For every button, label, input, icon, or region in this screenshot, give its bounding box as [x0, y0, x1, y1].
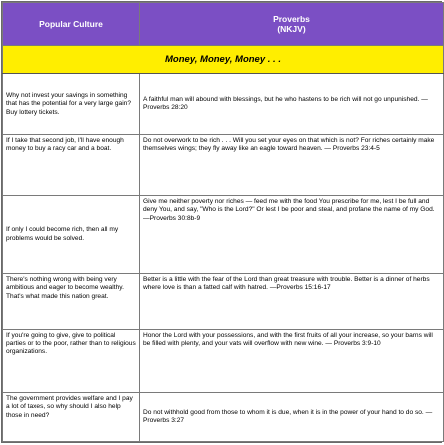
table-row	[3, 392, 444, 441]
culture-cell	[3, 329, 140, 392]
culture-cell	[3, 195, 140, 273]
table-row	[3, 329, 444, 392]
proverb-cell	[140, 195, 444, 273]
header-proverbs-line1: Proverbs	[273, 14, 310, 24]
culture-text: If I take that second job, I'll have enough money to buy a racy car and a boat.	[6, 136, 124, 153]
culture-cell	[3, 392, 140, 441]
header-popular-culture	[3, 3, 140, 46]
culture-text: If only I could become rich, then all my problems would be solved.	[6, 226, 119, 242]
proverb-cell	[140, 392, 444, 441]
proverb-text: Honor the Lord with your possessions, and with the first fruits of all your increase, so your barns will be filled with plenty, and your vats will overflow with new wine. — Proverbs 3:9-10	[143, 331, 433, 347]
header-proverbs	[140, 3, 444, 46]
proverb-text: Give me neither poverty nor riches — feed me with the food You prescribe for me, lest I be full and deny You, and say, "Who is the Lord?" Or lest I be poor and steal, and profane the name of my God. —Proverbs 30:8b-9	[143, 197, 435, 222]
header-proverbs-line2: (NKJV)	[277, 24, 306, 34]
table-row	[3, 73, 444, 134]
proverb-text: A faithful man will abound with blessings, but he who hastens to be rich will not go unpunished. —Proverbs 28:20	[143, 95, 428, 112]
proverb-cell	[140, 273, 444, 329]
banner-title: Money, Money, Money . . .	[165, 53, 281, 65]
culture-text: Why not invest your savings in something that has the potential for a very large gain? Buy lottery tickets.	[6, 91, 131, 116]
culture-cell	[3, 273, 140, 329]
proverbs-table-container	[1, 1, 442, 443]
culture-text: There's nothing wrong with being very ambitious and eager to become wealthy. That's what made this nation great.	[6, 275, 124, 300]
table-row	[3, 195, 444, 273]
proverb-cell	[140, 73, 444, 134]
culture-text: The government provides welfare and I pay a lot of taxes, so why should I also help those in need?	[6, 394, 133, 419]
proverb-text: Do not withhold good from those to whom it is due, when it is in the power of your hand to do so. —Proverbs 3:27	[143, 408, 433, 425]
banner-cell	[3, 46, 444, 74]
proverb-cell	[140, 329, 444, 392]
proverb-cell	[140, 134, 444, 195]
table-row	[3, 134, 444, 195]
culture-text: If you're going to give, give to political parties or to the poor, rather than to religious organizations.	[6, 331, 136, 356]
banner-row	[3, 46, 444, 74]
proverbs-table	[2, 2, 444, 442]
table-row	[3, 273, 444, 329]
header-popular-culture-label: Popular Culture	[39, 19, 103, 29]
culture-cell	[3, 73, 140, 134]
culture-cell	[3, 134, 140, 195]
header-row	[3, 3, 444, 46]
proverb-text: Do not overwork to be rich . . . Will you set your eyes on that which is not? For riches certainly make themselves wings; they fly away like an eagle toward heaven. — Proverbs 23:4-5	[143, 136, 435, 153]
proverb-text: Better is a little with the fear of the Lord than great treasure with trouble. Better is a dinner of herbs where love is than a fatted calf with hatred. —Proverbs 15:16-17	[143, 275, 430, 292]
